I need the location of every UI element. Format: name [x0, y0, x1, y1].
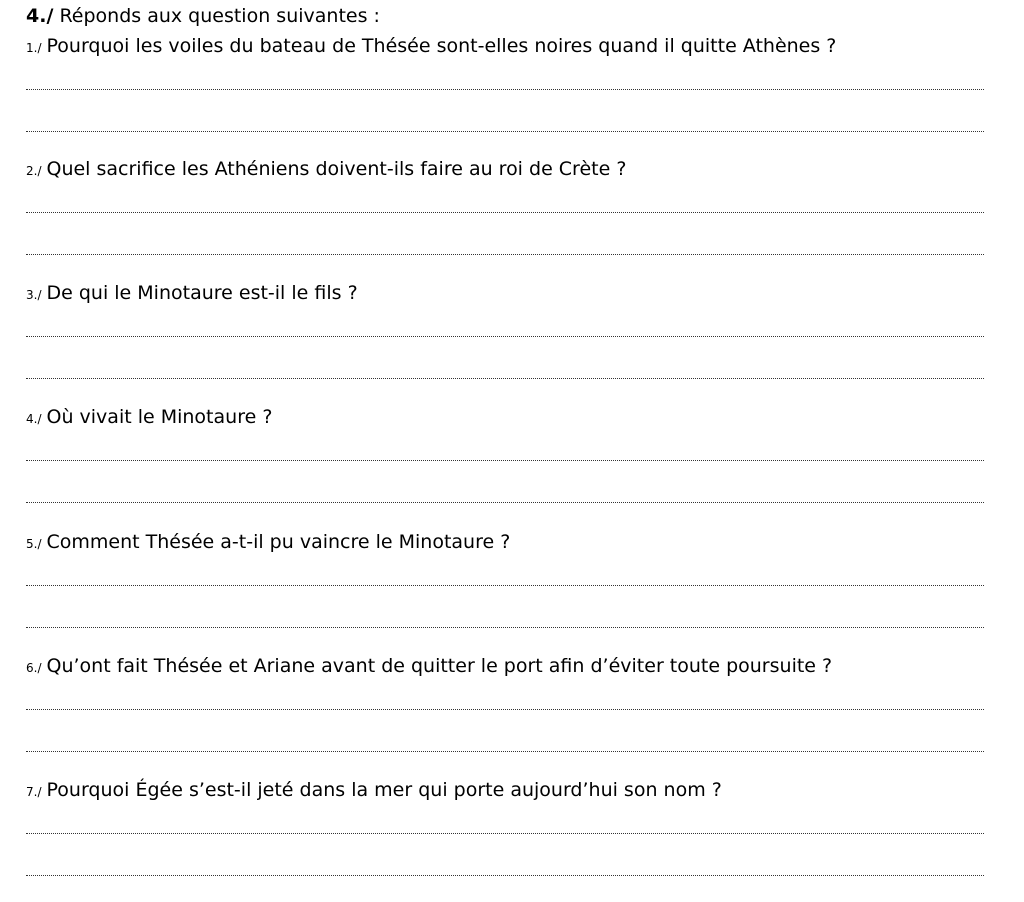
answer-line-6b[interactable]: [26, 751, 984, 752]
question-7: [26, 778, 984, 902]
question-1-text: Pourquoi les voiles du bateau de Thésée sont-elles noires quand il quitte Athènes ?: [46, 35, 837, 57]
exercise-header: [26, 4, 380, 28]
question-5-prompt: [26, 530, 510, 556]
answer-line-2a[interactable]: [26, 212, 984, 213]
question-2: [26, 157, 984, 281]
answer-line-6a[interactable]: [26, 709, 984, 710]
question-1-prompt: [26, 34, 836, 60]
question-4-text: Où vivait le Minotaure ?: [46, 406, 273, 428]
answer-line-1a[interactable]: [26, 89, 984, 90]
question-2-prompt: [26, 157, 626, 183]
question-5-number: 5./: [26, 537, 42, 551]
question-5: [26, 530, 984, 654]
question-7-number: 7./: [26, 785, 42, 799]
question-7-text: Pourquoi Égée s’est-il jeté dans la mer qui porte aujourd’hui son nom ?: [46, 779, 722, 801]
answer-line-2b[interactable]: [26, 254, 984, 255]
answer-line-1b[interactable]: [26, 131, 984, 132]
question-6-number: 6./: [26, 661, 42, 675]
question-3-text: De qui le Minotaure est-il le fils ?: [46, 282, 358, 304]
question-4-number: 4./: [26, 412, 42, 426]
answer-line-5b[interactable]: [26, 627, 984, 628]
question-4-prompt: [26, 405, 272, 431]
answer-line-4a[interactable]: [26, 460, 984, 461]
question-5-text: Comment Thésée a-t-il pu vaincre le Minotaure ?: [46, 531, 511, 553]
question-7-prompt: [26, 778, 722, 804]
answer-line-5a[interactable]: [26, 585, 984, 586]
answer-line-7b[interactable]: [26, 875, 984, 876]
answer-line-4b[interactable]: [26, 502, 984, 503]
question-6: [26, 654, 984, 778]
question-2-number: 2./: [26, 164, 42, 178]
answer-line-3a[interactable]: [26, 336, 984, 337]
exercise-instruction: Réponds aux question suivantes :: [59, 5, 380, 27]
answer-line-7a[interactable]: [26, 833, 984, 834]
question-4: [26, 405, 984, 529]
question-3: [26, 281, 984, 405]
question-3-number: 3./: [26, 288, 42, 302]
question-1: [26, 34, 984, 158]
question-6-prompt: [26, 654, 832, 680]
question-3-prompt: [26, 281, 358, 307]
question-2-text: Quel sacrifice les Athéniens doivent-ils faire au roi de Crète ?: [46, 158, 627, 180]
answer-line-3b[interactable]: [26, 378, 984, 379]
question-6-text: Qu’ont fait Thésée et Ariane avant de quitter le port afin d’éviter toute poursuite ?: [46, 655, 833, 677]
exercise-number: 4./: [26, 5, 54, 27]
question-1-number: 1./: [26, 41, 42, 55]
